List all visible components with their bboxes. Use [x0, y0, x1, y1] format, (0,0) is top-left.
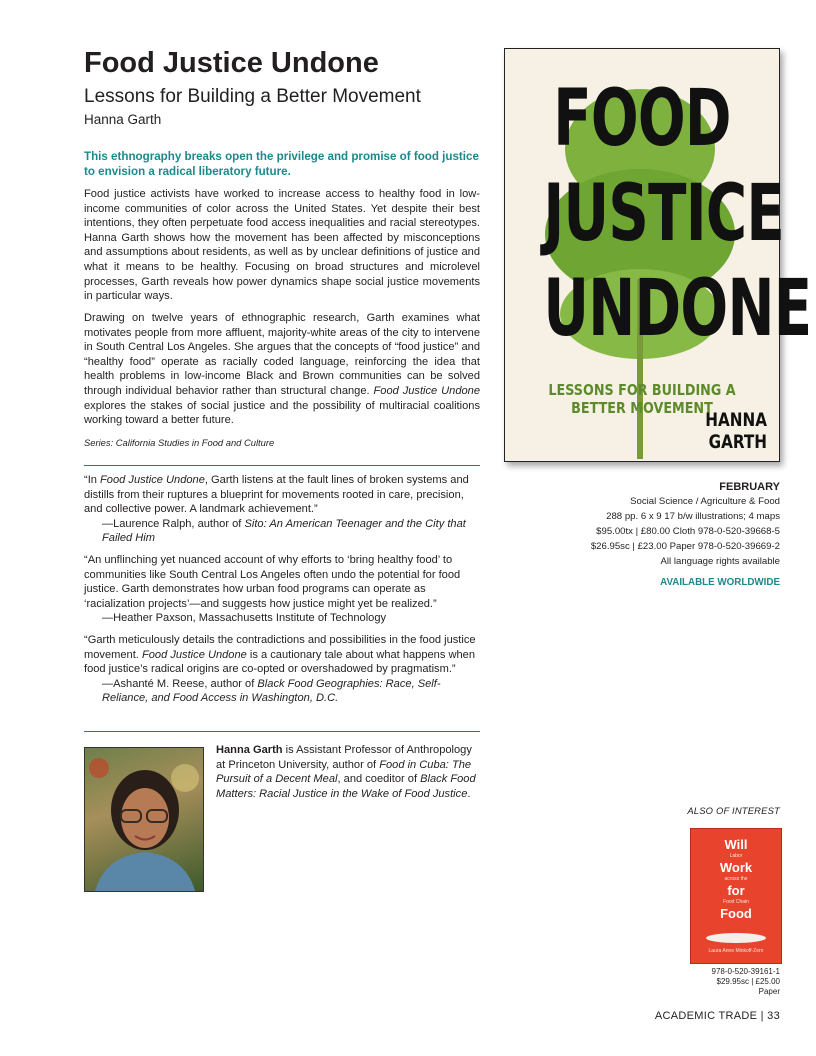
cloth-price: $95.00tx | £80.00 Cloth 978-0-520-39668-5	[596, 526, 780, 537]
book-author: Hanna Garth	[84, 112, 162, 127]
book-cover	[504, 48, 812, 462]
description-paragraph-1: Food justice activists have worked to increase access to healthy food in low-income communities of color across the United States. Yet despite their best intentions, they often perpetuate food access inequalities and racial stereotypes. Hanna Garth shows how the movement has been affected by misconceptions and assumptions about residents, as well as by unclear definitions of justice and what it means to be healthy. Focusing on broad structures and microlevel processes, Garth reveals how power dynamics shape social justice movements in particular ways.	[84, 188, 480, 303]
endorsement-quote: “Garth meticulously details the contradictions and possibilities in the food justice movement. Food Justice Undone is a cautionary tale about what happens when food justice’s radical origins are co-opted or overshadowed by pragmatism.” —Ashanté M. Reese, author of Black Food Geographies: Race, Self-Reliance, and Food Access in Washington, D.C.	[84, 633, 480, 706]
author-photo	[84, 747, 204, 892]
book-subtitle: Lessons for Building a Better Movement	[84, 86, 421, 107]
cover-subtitle: LESSONS FOR BUILDING A BETTER MOVEMENT	[548, 381, 736, 417]
author-bio: Hanna Garth is Assistant Professor of Anthropology at Princeton University, author of Food in Cuba: The Pursuit of a Decent Meal, and coeditor of Black Food Matters: Racial Justice in the Wake of Food Justice.	[216, 744, 476, 800]
endorsement-quote: “In Food Justice Undone, Garth listens at the fault lines of broken systems and distills from their ruptures a blueprint for movements rooted in care, precision, and collective power. A landmark achievement.” —Laurence Ralph, author of Sito: An American Teenager and the City that Failed Him	[84, 473, 480, 546]
subject-categories: Social Science / Agriculture & Food	[630, 496, 780, 507]
publication-month: FEBRUARY	[719, 481, 780, 493]
book-title: Food Justice Undone	[84, 47, 379, 79]
divider	[84, 731, 480, 732]
page-footer: ACADEMIC TRADE | 33	[654, 1010, 780, 1022]
lead-sentence: This ethnography breaks open the privilege and promise of food justice to envision a radical liberatory future.	[84, 150, 479, 178]
cover-title-line: UNDONE	[543, 264, 812, 354]
related-book-cover: Will Labor Work across the for Food Chain Food Laura Anne Minkoff-Zern	[690, 828, 782, 964]
availability-note: AVAILABLE WORLDWIDE	[660, 577, 780, 588]
book-specs: 288 pp. 6 x 9 17 b/w illustrations; 4 maps	[606, 511, 780, 522]
series-note: Series: California Studies in Food and Culture	[84, 437, 275, 448]
related-book-isbn: 978-0-520-39161-1	[711, 967, 780, 976]
endorsement-attribution: —Ashanté M. Reese, author of Black Food Geographies: Race, Self-Reliance, and Food Access in Washington, D.C.	[102, 677, 441, 705]
endorsement-quote: “An unflinching yet nuanced account of why efforts to ‘bring healthy food’ to communities like South Central Los Angeles often undo the potential for food justice. Garth demonstrates how urban food programs can operate as ‘racialization projects’—and suggests how justice might yet be realized.” —Heather Paxson, Massachusetts Institute of Technology	[84, 553, 480, 626]
related-book-format: Paper	[758, 987, 780, 996]
paper-price: $26.95sc | £23.00 Paper 978-0-520-39669-2	[590, 541, 780, 552]
related-book-price: $29.95sc | £25.00	[716, 977, 780, 986]
cover-author: HANNA GARTH	[705, 409, 767, 453]
description-paragraph-2: Drawing on twelve years of ethnographic research, Garth examines what motivates people from more affluent, majority-white areas of the city to intervene in South Central Los Angeles. She argues that the concepts of “food justice” and “healthy food” operate as racially coded language, reinforcing the idea that health problems in low-income Black and Brown communities can be solved through individual behavior rather than structural change. Food Justice Undone explores the stakes of social justice and the possibility of multiracial coalitions working toward a better future.	[84, 312, 480, 427]
also-of-interest-label: ALSO OF INTEREST	[687, 805, 780, 816]
cover-title-line: JUSTICE	[543, 169, 785, 259]
rights-note: All language rights available	[660, 556, 780, 567]
endorsement-attribution: —Laurence Ralph, author of Sito: An American Teenager and the City that Failed Him	[102, 517, 466, 545]
divider	[84, 465, 480, 466]
cover-title-line: FOOD	[553, 74, 731, 164]
endorsement-attribution: —Heather Paxson, Massachusetts Institute of Technology	[102, 612, 387, 625]
